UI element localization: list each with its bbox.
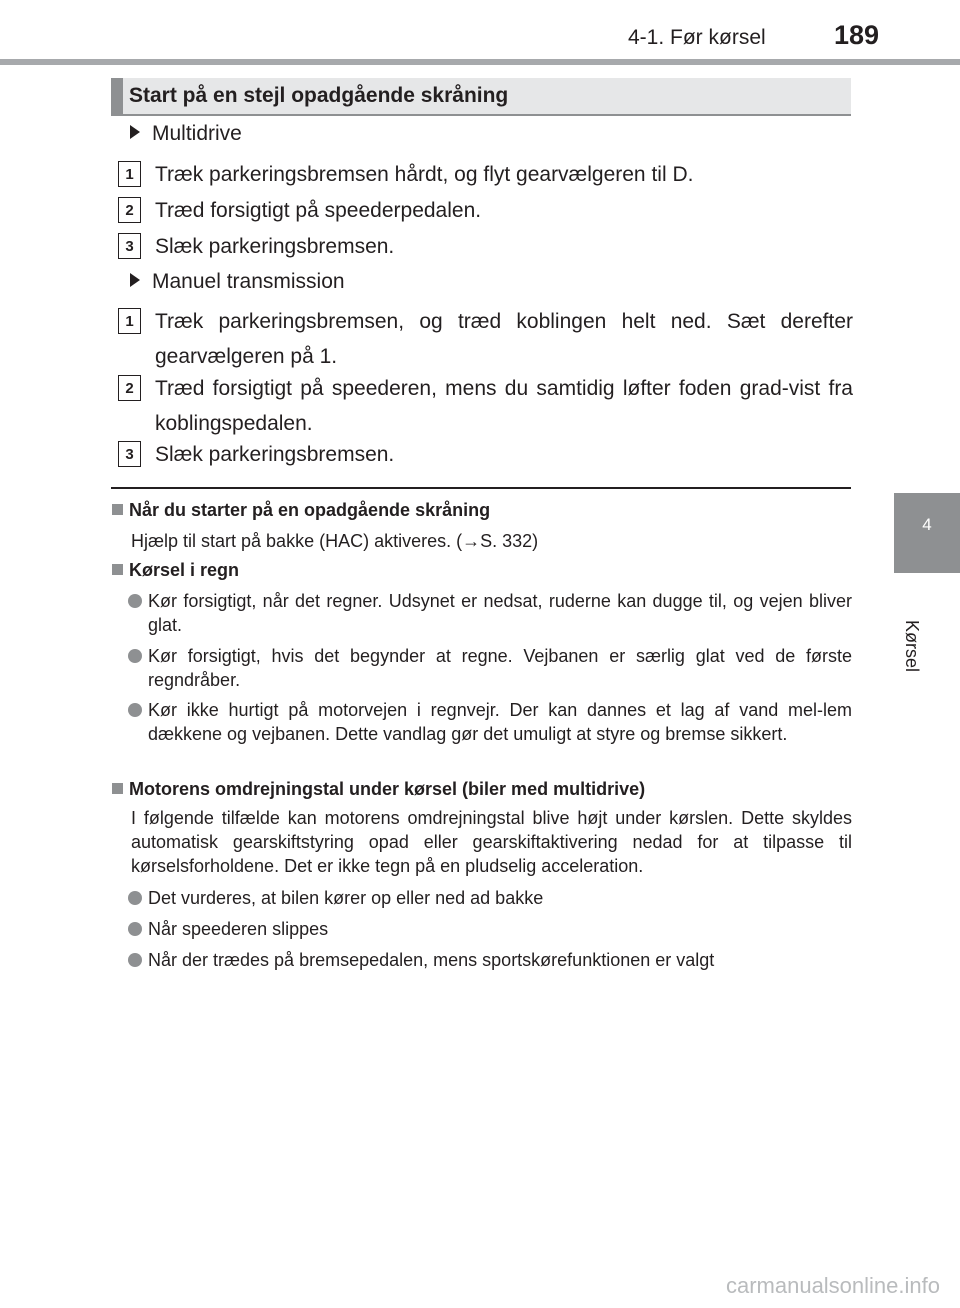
chapter-section-header: 4-1. Før kørsel: [628, 26, 766, 49]
triangle-bullet-icon: [130, 273, 140, 287]
chapter-side-tab: [894, 493, 960, 573]
note-heading-rain: [112, 560, 239, 581]
bullet-text: Det vurderes, at bilen kører op eller ned ad bakke: [148, 888, 544, 908]
step-number-box: 3: [118, 233, 141, 259]
rain-bullet-3: [128, 698, 852, 746]
chapter-side-label: Kørsel: [902, 620, 922, 673]
bullet-text: Når speederen slippes: [148, 919, 329, 939]
multidrive-heading-text: Multidrive: [152, 122, 242, 145]
chapter-number: 4: [922, 515, 932, 534]
note-heading-text: Kørsel i regn: [129, 560, 240, 580]
circle-bullet-icon: [128, 953, 142, 967]
note-heading-uphill: [112, 500, 490, 521]
manual-heading: [130, 270, 345, 294]
step-text: Slæk parkeringsbremsen.: [155, 443, 395, 466]
step-number-box: 2: [118, 197, 141, 223]
manual-step-2: [118, 371, 853, 441]
bullet-text: Kør ikke hurtigt på motorvejen i regnvejr. Der kan dannes et lag af vand mel-lem dækkene og vejbanen. Dette vandlag gør det umuligt at styre og bremse sikkert.: [148, 700, 852, 744]
header-rule: [0, 59, 960, 65]
note-body-rpm: I følgende tilfælde kan motorens omdrejningstal blive højt under kørslen. Dette skyldes automatisk gearskiftstyring opad eller gearskiftaktivering nedad for at tilpasse til kørselsforholdene. Det er ikke tegn på en pludselig acceleration.: [131, 808, 852, 876]
rpm-bullet-2: [128, 917, 852, 941]
bullet-text: Når der trædes på bremsepedalen, mens sportskørefunktionen er valgt: [148, 950, 715, 970]
triangle-bullet-icon: [130, 125, 140, 139]
note-heading-text: Når du starter på en opadgående skråning: [129, 500, 491, 520]
page-number: 189: [834, 20, 880, 50]
manual-step-1: [118, 304, 853, 374]
rpm-bullet-3: [128, 948, 852, 972]
multidrive-step-2: [118, 193, 853, 228]
step-number-box: 1: [118, 308, 141, 334]
note-body-uphill: Hjælp til start på bakke (HAC) aktiveres. (→S. 332): [131, 531, 539, 551]
step-text: Træd forsigtigt på speederen, mens du samtidig løfter foden grad-vist fra koblingspedalen.: [155, 377, 853, 435]
site-watermark: carmanualsonline.info: [725, 1273, 940, 1298]
square-bullet-icon: [112, 783, 123, 794]
rain-bullet-1: [128, 589, 852, 637]
section-title: Start på en stejl opadgående skråning: [129, 84, 509, 107]
rain-bullet-2: [128, 644, 852, 692]
bullet-text: Kør forsigtigt, når det regner. Udsynet er nedsat, ruderne kan dugge til, og vejen bliver glat.: [148, 591, 852, 635]
step-text: Træk parkeringsbremsen, og træd koblingen helt ned. Sæt derefter gearvælgeren på 1.: [155, 310, 853, 368]
square-bullet-icon: [112, 564, 123, 575]
circle-bullet-icon: [128, 594, 142, 608]
circle-bullet-icon: [128, 891, 142, 905]
step-number-box: 3: [118, 441, 141, 467]
note-heading-rpm: [112, 779, 645, 800]
section-divider: [111, 487, 851, 489]
bullet-text: Kør forsigtigt, hvis det begynder at regne. Vejbanen er særlig glat ved de første regndråber.: [148, 646, 852, 690]
rpm-bullet-1: [128, 886, 852, 910]
multidrive-heading: [130, 122, 242, 146]
square-bullet-icon: [112, 504, 123, 515]
circle-bullet-icon: [128, 922, 142, 936]
multidrive-step-3: [118, 229, 853, 264]
circle-bullet-icon: [128, 649, 142, 663]
manual-heading-text: Manuel transmission: [152, 270, 345, 293]
step-text: Slæk parkeringsbremsen.: [155, 235, 395, 258]
circle-bullet-icon: [128, 703, 142, 717]
step-text: Træk parkeringsbremsen hårdt, og flyt gearvælgeren til D.: [155, 163, 694, 186]
section-title-bar: [111, 78, 851, 116]
step-number-box: 1: [118, 161, 141, 187]
manual-step-3: [118, 437, 853, 472]
section-bar-accent: [111, 78, 123, 116]
step-number-box: 2: [118, 375, 141, 401]
multidrive-step-1: [118, 157, 853, 192]
note-heading-text: Motorens omdrejningstal under kørsel (biler med multidrive): [129, 779, 646, 799]
step-text: Træd forsigtigt på speederpedalen.: [155, 199, 482, 222]
